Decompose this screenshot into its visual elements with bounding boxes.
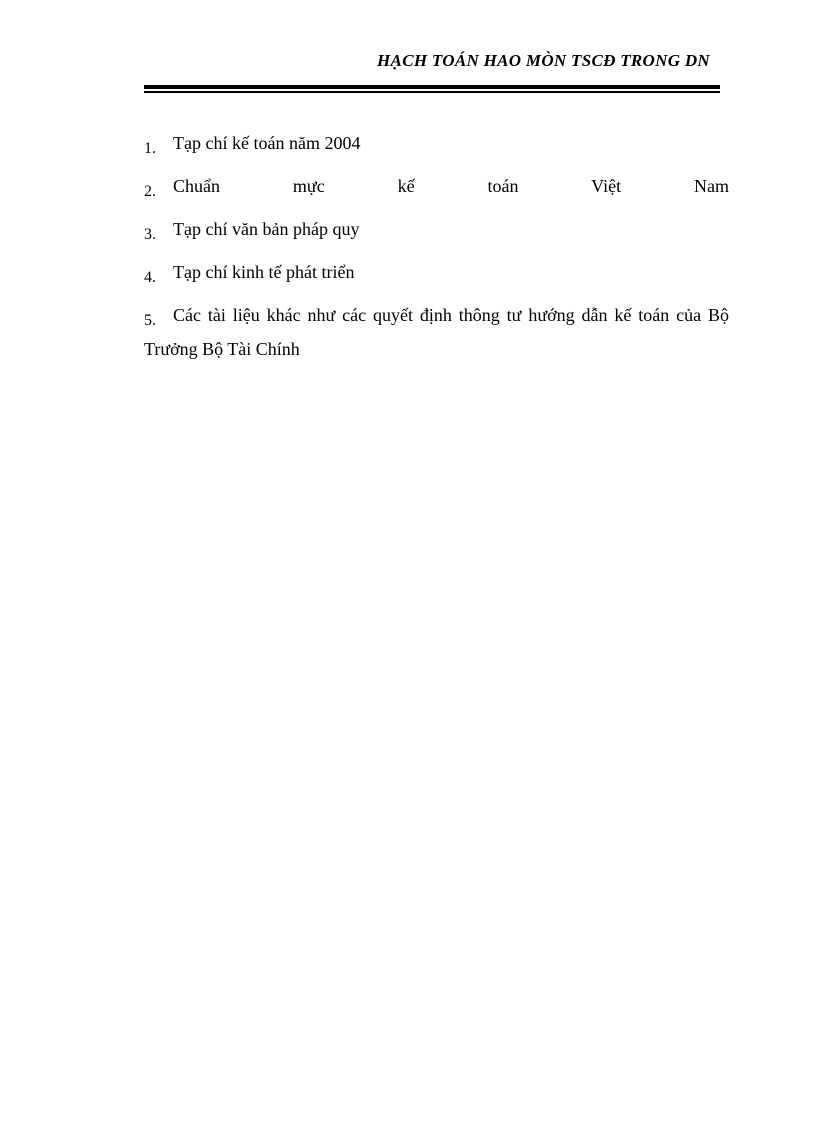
reference-item [144,262,729,284]
reference-item [144,176,729,198]
reference-number: 1. [144,140,156,157]
reference-list [144,130,729,365]
reference-item [144,299,729,365]
reference-number: 5. [144,312,156,329]
reference-number: 4. [144,269,156,286]
reference-item [144,219,729,241]
reference-text: Tạp chí kinh tế phát triển [173,262,355,282]
reference-text: Tạp chí văn bản pháp quy [173,219,360,239]
header-rule-thick [144,85,720,89]
reference-text: Chuẩn mực kế toán Việt Nam [173,176,729,196]
reference-item [144,133,729,155]
reference-text: Các tài liệu khác như các quyết định thông tư hướng dẫn kế toán của Bộ Trưởng Bộ Tài Chính [144,305,729,359]
reference-text: Tạp chí kế toán năm 2004 [173,133,361,153]
reference-number: 2. [144,183,156,200]
header-rule-thin [144,91,720,93]
running-header-title: HẠCH TOÁN HAO MÒN TSCĐ TRONG DN [377,51,710,70]
reference-number: 3. [144,226,156,243]
